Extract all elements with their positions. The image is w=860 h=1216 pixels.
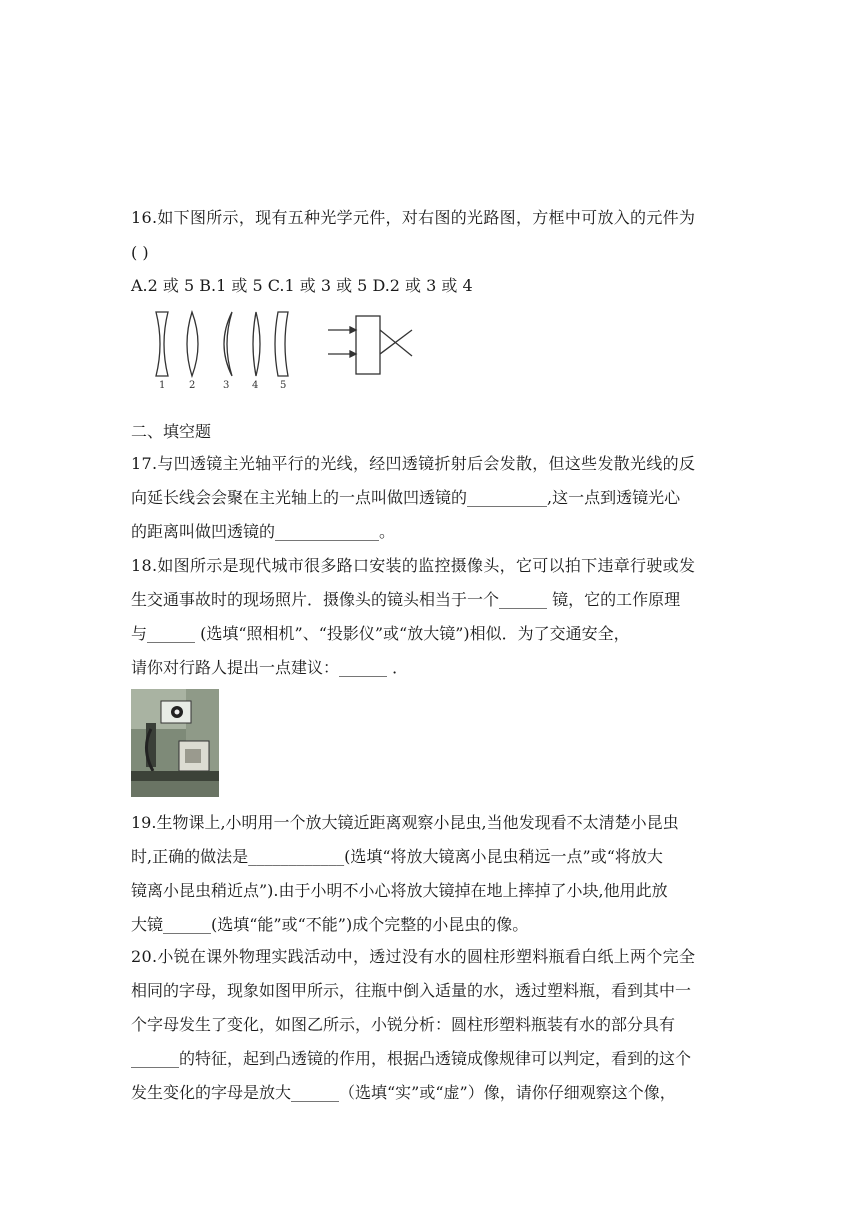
lens-label-1: 1 — [159, 380, 166, 390]
lens-label-4: 4 — [252, 380, 259, 390]
q19-line4: 大镜______(选填“能”或“不能”)成个完整的小昆虫的像。 — [131, 915, 529, 934]
q17-line2: 向延长线会会聚在主光轴上的一点叫做凹透镜的__________,这一点到透镜光心 — [131, 488, 681, 507]
q19-line2: 时,正确的做法是____________(选填“将放大镜离小昆虫稍远一点”或“将放大 — [131, 847, 663, 866]
q18-line1: 18.如图所示是现代城市很多路口安装的监控摄像头，它可以拍下违章行驶或发 — [131, 556, 696, 575]
lens-label-2: 2 — [189, 380, 196, 390]
q16-answer-bracket: ( ) — [131, 243, 149, 262]
q20-line5: 发生变化的字母是放大______（选填“实”或“虚”）像，请你仔细观察这个像， — [131, 1083, 676, 1102]
q18-line3: 与______ (选填“照相机”、“投影仪”或“放大镜”)相似．为了交通安全， — [131, 624, 630, 643]
lens-elements-figure — [150, 308, 430, 390]
q18-line4: 请你对行路人提出一点建议：______ ． — [131, 658, 409, 677]
q16-options: A.2 或 5 B.1 或 5 C.1 或 3 或 5 D.2 或 3 或 4 — [131, 276, 473, 295]
lens-3-meniscus — [224, 312, 232, 376]
q20-line3: 个字母发生了变化，如图乙所示，小锐分析：圆柱形塑料瓶装有水的部分具有 — [131, 1015, 676, 1034]
lens-1-concave — [156, 312, 168, 376]
q18-line2: 生交通事故时的现场照片．摄像头的镜头相当于一个______ 镜，它的工作原理 — [131, 590, 681, 609]
q20-line4: ______的特征，起到凸透镜的作用，根据凸透镜成像规律可以判定，看到的这个 — [131, 1049, 692, 1068]
q19-line3: 镜离小昆虫稍近点”).由于小明不小心将放大镜掉在地上摔掉了小块,他用此放 — [131, 881, 668, 900]
q17-line3: 的距离叫做凹透镜的_____________。 — [131, 522, 396, 541]
lens-label-5: 5 — [280, 380, 287, 390]
section-heading: 二、填空题 — [131, 422, 212, 441]
light-path-diagram — [328, 316, 412, 374]
lens-4-convex — [253, 312, 260, 376]
lens-2-convex — [187, 312, 198, 376]
lens-5-concave — [275, 312, 288, 376]
q20-line1: 20.小锐在课外物理实践活动中，透过没有水的圆柱形塑料瓶看白纸上两个完全 — [131, 947, 696, 966]
q17-line1: 17.与凹透镜主光轴平行的光线，经凹透镜折射后会发散，但这些发散光线的反 — [131, 454, 696, 473]
q20-line2: 相同的字母，现象如图甲所示，往瓶中倒入适量的水，透过塑料瓶，看到其中一 — [131, 981, 692, 1000]
q19-line1: 19.生物课上,小明用一个放大镜近距离观察小昆虫,当他发现看不太清楚小昆虫 — [131, 813, 679, 832]
q16-stem-line1: 16.如下图所示，现有五种光学元件，对右图的光路图，方框中可放入的元件为 — [131, 208, 696, 227]
surveillance-camera-photo — [131, 689, 219, 797]
lens-label-3: 3 — [223, 380, 230, 390]
